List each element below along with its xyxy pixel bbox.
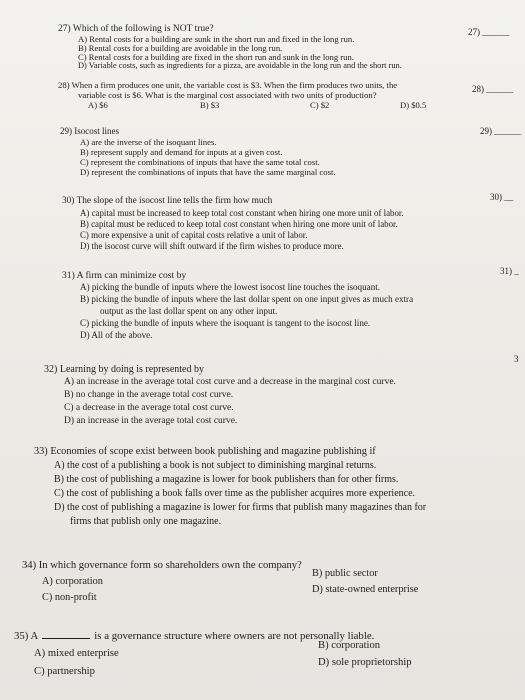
option-a[interactable]: A) are the inverse of the isoquant lines. xyxy=(80,137,217,147)
question-text: Isocost lines xyxy=(74,126,119,136)
answer-blank[interactable]: 27) ______ xyxy=(468,27,510,37)
question-number: 32) xyxy=(44,364,58,375)
option-d[interactable]: D) the isocost curve will shift outward if the firm wishes to produce more. xyxy=(80,241,344,251)
option-d[interactable]: D) sole proprietorship xyxy=(318,657,412,668)
option-c[interactable]: C) the cost of publishing a book falls over time as the publisher acquires more experience. xyxy=(54,488,416,499)
option-a[interactable]: A) $6 xyxy=(88,100,108,110)
option-a[interactable]: A) corporation xyxy=(42,576,103,587)
option-d[interactable]: D) $0.5 xyxy=(400,100,427,110)
option-a[interactable]: A) an increase in the average total cost curve and a decrease in the marginal cost curve. xyxy=(64,377,396,387)
question-text: When a firm produces one unit, the variable cost is $3. When the firm produces two units, the xyxy=(71,80,398,90)
question-number: 28) xyxy=(58,80,70,90)
option-d-continued: firms that publish only one magazine. xyxy=(70,516,222,527)
option-d[interactable]: D) Variable costs, such as ingredients for a pizza, are avoidable in the long run and the short run. xyxy=(78,61,402,70)
question-number: 27) xyxy=(58,24,71,34)
question-number: 29) xyxy=(60,126,72,136)
question-28-stem-line-1 xyxy=(58,80,397,90)
question-text: Which of the following is NOT true? xyxy=(72,24,214,34)
option-b[interactable]: B) the cost of publishing a magazine is lower for book publishers than for other firms. xyxy=(54,474,399,485)
option-b[interactable]: B) no change in the average total cost curve. xyxy=(64,390,234,400)
option-b[interactable]: B) picking the bundle of inputs where the last dollar spent on one input gives as much extra xyxy=(80,294,414,304)
option-c[interactable]: C) $2 xyxy=(310,100,330,110)
answer-blank[interactable]: 30) __ xyxy=(490,192,514,202)
option-c[interactable]: C) Rental costs for a building are fixed in the short run and sunk in the long run. xyxy=(78,52,354,62)
option-d[interactable]: D) the cost of publishing a magazine is lower for firms that publish many magazines than for xyxy=(54,502,427,513)
option-c[interactable]: C) non-profit xyxy=(42,592,97,603)
option-b[interactable]: B) $3 xyxy=(200,100,220,110)
option-d[interactable]: D) represent the combinations of inputs that have the same marginal cost. xyxy=(80,167,336,177)
option-a[interactable]: A) the cost of a publishing a book is not subject to diminishing marginal returns. xyxy=(54,460,377,471)
option-d[interactable]: D) All of the above. xyxy=(80,330,153,340)
fill-in-blank[interactable] xyxy=(42,638,90,639)
option-b[interactable]: B) corporation xyxy=(318,640,381,651)
question-32-stem xyxy=(44,364,204,375)
question-number: 31) xyxy=(62,270,75,281)
question-number: 33) xyxy=(34,446,48,457)
option-a[interactable]: A) picking the bundle of inputs where the lowest isocost line touches the isoquant. xyxy=(80,282,381,292)
question-27-stem xyxy=(58,24,214,34)
question-number: 30) xyxy=(62,196,75,206)
answer-blank[interactable]: 31) _ xyxy=(500,266,519,276)
question-30-stem xyxy=(62,196,272,206)
answer-blank[interactable]: 29) ______ xyxy=(480,126,522,136)
option-c[interactable]: C) picking the bundle of inputs where the isoquant is tangent to the isocost line. xyxy=(80,318,371,328)
question-28-stem-line-2: variable cost is $6. What is the marginal cost associated with two units of production? xyxy=(78,90,377,100)
option-b[interactable]: B) public sector xyxy=(312,568,378,579)
question-34-stem xyxy=(22,560,302,571)
option-b[interactable]: B) represent supply and demand for inputs at a given cost. xyxy=(80,147,283,157)
question-text: Economies of scope exist between book publishing and magazine publishing if xyxy=(50,446,376,457)
question-number: 34) xyxy=(22,560,37,571)
question-text: In which governance form so shareholders own the company? xyxy=(38,560,302,571)
option-a[interactable]: A) mixed enterprise xyxy=(34,648,119,659)
question-text: is a governance structure where owners are not personally liable. xyxy=(94,630,375,642)
option-b[interactable]: B) Rental costs for a building are avoidable in the long run. xyxy=(78,43,283,53)
answer-blank[interactable]: 28) ______ xyxy=(472,84,514,94)
question-31-stem xyxy=(62,270,186,281)
question-33-stem xyxy=(34,446,376,457)
option-b[interactable]: B) capital must be reduced to keep total cost constant when hiring one more unit of labor. xyxy=(80,219,398,229)
option-b-continued: output as the last dollar spent on any other input. xyxy=(100,306,278,316)
option-d[interactable]: D) state-owned enterprise xyxy=(312,584,419,595)
option-c[interactable]: C) a decrease in the average total cost curve. xyxy=(64,403,234,413)
question-number: 35) A xyxy=(14,630,39,642)
question-text: The slope of the isocost line tells the firm how much xyxy=(76,196,273,206)
option-d[interactable]: D) an increase in the average total cost curve. xyxy=(64,416,238,426)
option-c[interactable]: C) represent the combinations of inputs that have the same total cost. xyxy=(80,157,320,167)
option-c[interactable]: C) more expensive a unit of capital costs relative a unit of labor. xyxy=(80,230,308,240)
question-29-stem xyxy=(60,126,119,136)
option-a[interactable]: A) capital must be increased to keep total cost constant when hiring one more unit of labor. xyxy=(80,208,404,218)
option-a[interactable]: A) Rental costs for a building are sunk in the short run and fixed in the long run. xyxy=(78,34,355,44)
option-c[interactable]: C) partnership xyxy=(34,666,95,677)
question-text: A firm can minimize cost by xyxy=(76,270,187,281)
question-text: Learning by doing is represented by xyxy=(59,364,204,375)
answer-blank[interactable]: 3 xyxy=(514,354,519,364)
